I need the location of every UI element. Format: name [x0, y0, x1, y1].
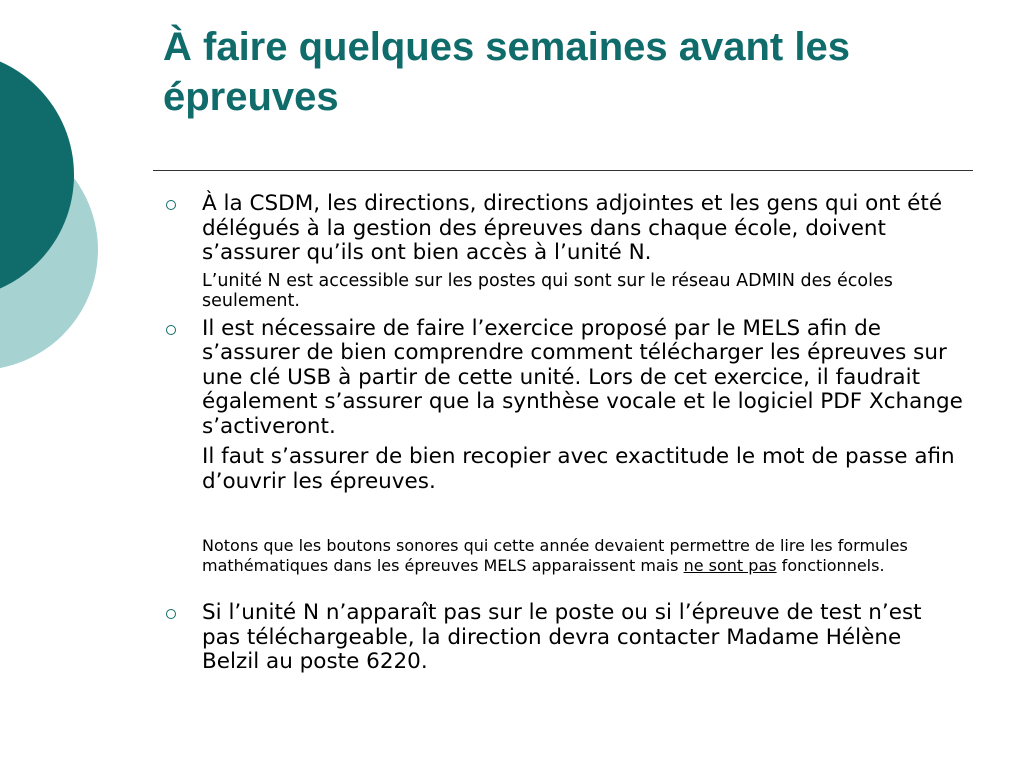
- bullet-item: [163, 601, 963, 675]
- note-underlined-text: ne sont pas: [683, 555, 777, 575]
- bullet-text: Il est nécessaire de faire l’exercice proposé par le MELS afin de s’assurer de bien comprendre comment télécharger les épreuves sur une clé USB à partir de cette unité. Lors de cet exercice, il faudrait également s’assurer que la synthèse vocale et le logiciel PDF Xchange s’activeront.: [202, 315, 963, 439]
- bullet-text: À la CSDM, les directions, directions adjointes et les gens qui ont été délégués à la gestion des épreuves dans chaque école, doivent s’assurer qu’ils ont bien accès à l’unité N.: [202, 191, 943, 265]
- title-divider: [153, 170, 973, 171]
- circle-outline-icon: [166, 325, 176, 335]
- slide-title: À faire quelques semaines avant les épreuves: [163, 25, 850, 119]
- circle-outline-icon: [166, 200, 176, 210]
- bullet-subtext-block: [163, 271, 963, 312]
- bullet-item: [163, 192, 963, 266]
- bullet-subtext-block: [163, 445, 963, 494]
- circle-outline-icon: [166, 609, 176, 619]
- bullet-subtext: Il faut s’assurer de bien recopier avec exactitude le mot de passe afin d’ouvrir les épreuves.: [202, 444, 955, 494]
- bullet-subtext: L’unité N est accessible sur les postes qui sont sur le réseau ADMIN des écoles seulement.: [202, 270, 893, 311]
- decorative-circles: [0, 0, 120, 420]
- slide-body: [163, 192, 963, 675]
- note-text: [202, 536, 963, 575]
- note-text-start: Notons que les boutons sonores qui cette année devaient permettre de lire les formules mathématiques dans les épreuves MELS apparaissent mais: [202, 536, 908, 575]
- note-text-end: fonctionnels.: [776, 555, 885, 575]
- bullet-item: [163, 317, 963, 440]
- bullet-text: Si l’unité N n’apparaît pas sur le poste ou si l’épreuve de test n’est pas téléchargeable, la direction devra contacter Madame Hélène Belzil au poste 6220.: [202, 600, 922, 674]
- note-block: [163, 536, 963, 575]
